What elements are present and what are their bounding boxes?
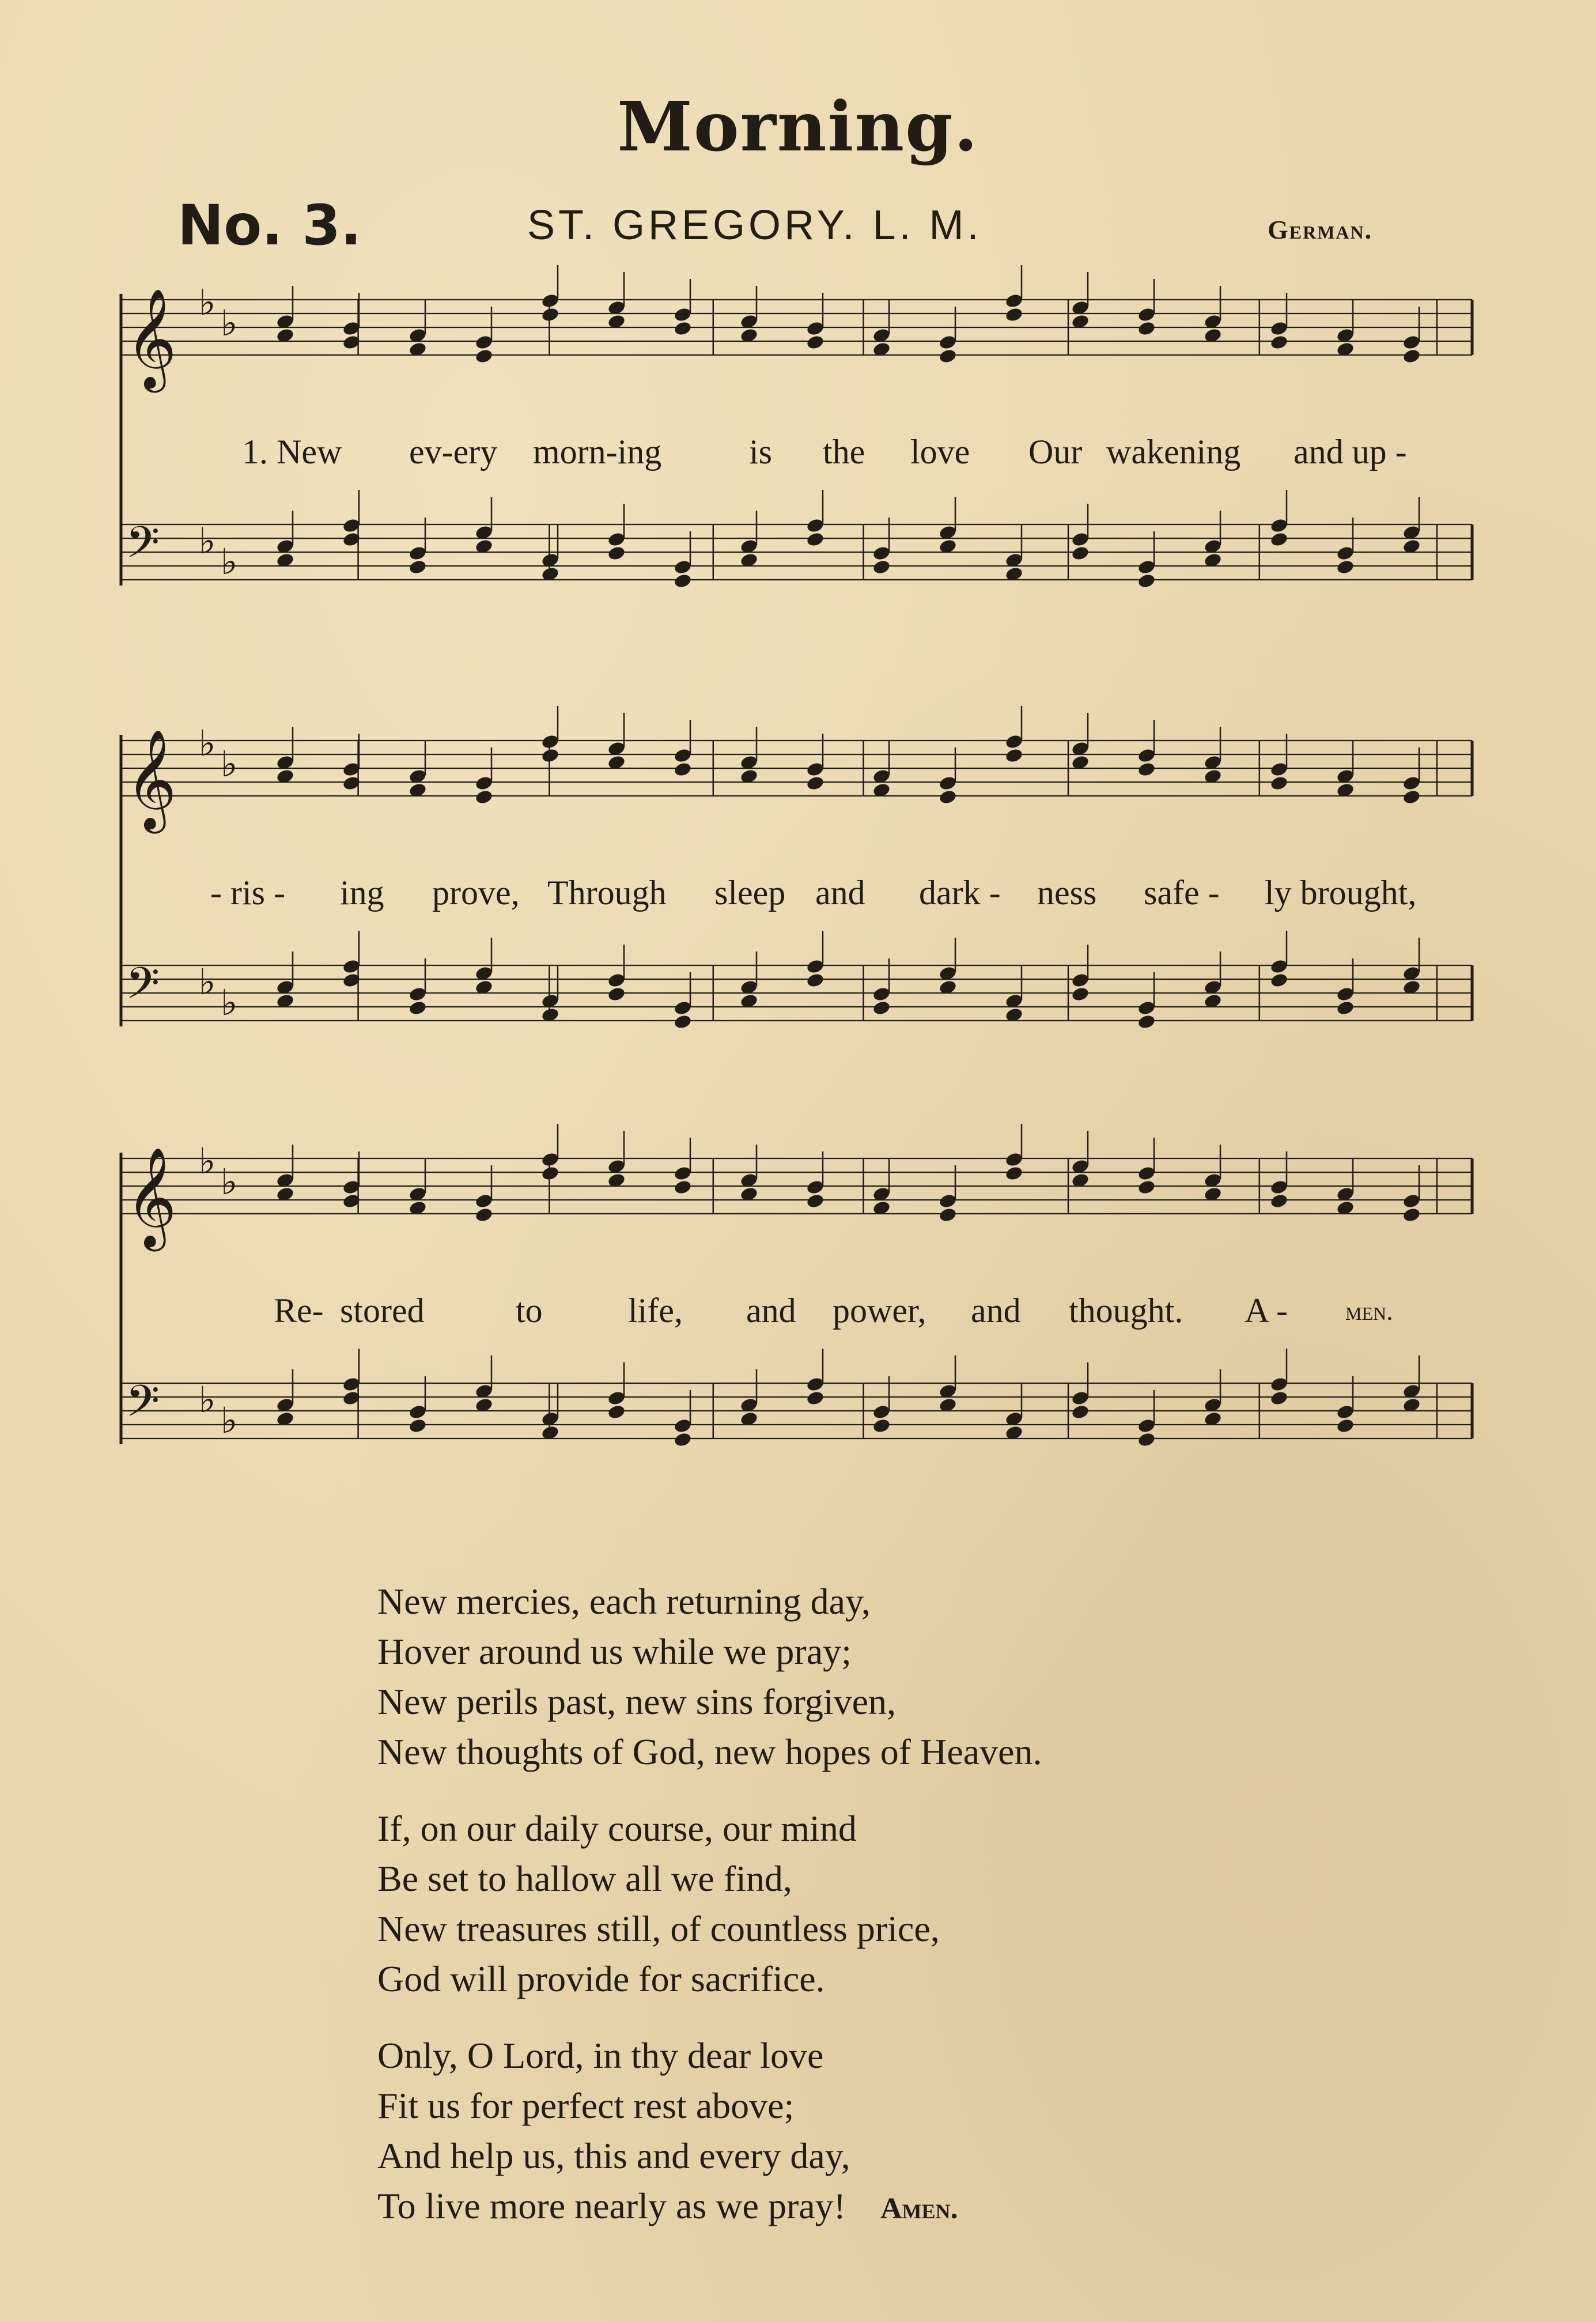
notehead-icon	[1137, 1000, 1156, 1016]
lyric-word: ing	[340, 874, 384, 912]
notehead-icon	[872, 545, 891, 561]
verse-line	[377, 2181, 1472, 2234]
lyric-word: safe -	[1144, 874, 1220, 912]
notehead-icon	[1137, 559, 1156, 575]
lyric-word: morn-ing	[533, 433, 662, 471]
notehead-icon	[540, 747, 559, 764]
lyric-word: to	[516, 1292, 543, 1330]
notehead-icon	[1071, 531, 1090, 548]
stanza-4	[377, 2030, 1472, 2234]
notehead-icon	[1269, 1193, 1288, 1209]
notehead-icon	[1269, 761, 1288, 777]
notehead-icon	[673, 1418, 692, 1434]
notehead-icon	[1137, 1179, 1156, 1195]
lyric-word: love	[910, 433, 970, 471]
notehead-icon	[408, 545, 427, 561]
flat-icon: ♭	[199, 722, 216, 764]
verse-line: Be set to hallow all we find,	[377, 1858, 792, 1899]
notehead-icon	[408, 1000, 427, 1016]
notehead-icon	[1269, 518, 1288, 534]
notehead-icon	[474, 348, 493, 364]
notehead-icon	[408, 986, 427, 1002]
notehead-icon	[1402, 1207, 1421, 1223]
flat-icon: ♭	[221, 743, 238, 785]
notehead-icon	[938, 789, 957, 805]
notehead-icon	[1004, 734, 1023, 750]
notehead-icon	[673, 1179, 692, 1195]
flat-icon: ♭	[199, 1379, 216, 1421]
hymn-number: No. 3.	[177, 193, 362, 258]
lyric-word: power,	[833, 1292, 926, 1330]
lyric-word: stored	[340, 1292, 425, 1330]
notehead-icon	[1402, 334, 1421, 350]
notehead-icon	[805, 1390, 825, 1406]
notehead-icon	[540, 734, 559, 750]
flat-icon: ♭	[221, 302, 238, 344]
notehead-icon	[805, 958, 825, 975]
music-system-3	[112, 1118, 1478, 1533]
lyric-word: ev-ery	[409, 433, 498, 471]
notehead-icon	[673, 1014, 692, 1030]
verse-line: New perils past, new sins forgiven,	[377, 1681, 896, 1722]
notehead-icon	[1137, 1432, 1156, 1448]
verse-line: New treasures still, of countless price,	[377, 1908, 940, 1949]
notehead-icon	[1269, 958, 1288, 975]
notehead-icon	[1137, 747, 1156, 764]
verse-line: New mercies, each returning day,	[377, 1581, 871, 1622]
treble-clef-icon: 𝄞	[126, 1147, 177, 1247]
lyric-word: wakening	[1106, 433, 1241, 471]
notehead-icon	[938, 348, 957, 364]
notehead-icon	[938, 1207, 957, 1223]
verses	[377, 1576, 1472, 2260]
notehead-icon	[805, 775, 825, 791]
notehead-icon	[1071, 972, 1090, 988]
lyric-word: Our	[1028, 433, 1083, 471]
lyric-word: prove,	[432, 874, 520, 912]
notehead-icon	[1269, 334, 1288, 350]
notehead-icon	[540, 293, 559, 309]
notehead-icon	[607, 1404, 626, 1420]
lyric-line-2	[112, 873, 1478, 925]
flat-icon: ♭	[221, 1399, 238, 1441]
music-system-1	[112, 259, 1478, 674]
notehead-icon	[1269, 1390, 1288, 1406]
notehead-icon	[1402, 1193, 1421, 1209]
notehead-icon	[607, 531, 626, 548]
notehead-icon	[474, 775, 493, 791]
lyric-word: life,	[628, 1292, 683, 1330]
notehead-icon	[1004, 293, 1023, 309]
notehead-icon	[408, 559, 427, 575]
notehead-icon	[1004, 307, 1023, 323]
notehead-icon	[1269, 775, 1288, 791]
notehead-icon	[1071, 1390, 1090, 1406]
lyric-line-1	[112, 432, 1478, 484]
flat-icon: ♭	[221, 1161, 238, 1203]
lyric-word: Re-	[274, 1292, 324, 1330]
tune-name: ST. GREGORY. L. M.	[527, 202, 982, 248]
lyric-word: - ris -	[210, 874, 285, 912]
notehead-icon	[1336, 986, 1355, 1002]
verse-line: And help us, this and every day,	[377, 2135, 850, 2176]
lyric-word: the	[823, 433, 865, 471]
lyric-word: 1. New	[242, 433, 342, 471]
lyric-word: men.	[1345, 1296, 1393, 1326]
notehead-icon	[408, 1418, 427, 1434]
notehead-icon	[673, 320, 692, 337]
notehead-icon	[938, 775, 957, 791]
bass-clef-icon: 𝄢	[126, 958, 160, 1020]
notehead-icon	[805, 1193, 825, 1209]
amen-label: Amen.	[880, 2192, 958, 2225]
verse-line: Hover around us while we pray;	[377, 1631, 852, 1672]
notehead-icon	[1269, 320, 1288, 337]
notehead-icon	[1137, 1014, 1156, 1030]
notehead-icon	[872, 1000, 891, 1016]
notehead-icon	[1071, 545, 1090, 561]
notehead-icon	[1336, 1000, 1355, 1016]
lyric-word: ly brought,	[1265, 874, 1417, 912]
lyric-word: A -	[1245, 1292, 1288, 1330]
notehead-icon	[1269, 972, 1288, 988]
notehead-icon	[805, 761, 825, 777]
notehead-icon	[673, 1432, 692, 1448]
notehead-icon	[474, 334, 493, 350]
notehead-icon	[1269, 531, 1288, 548]
notehead-icon	[805, 1179, 825, 1195]
page-title: Morning.	[617, 86, 979, 167]
flat-icon: ♭	[199, 520, 216, 562]
notehead-icon	[607, 545, 626, 561]
notehead-icon	[938, 1193, 957, 1209]
notehead-icon	[1402, 348, 1421, 364]
notehead-icon	[1137, 320, 1156, 337]
notehead-icon	[1004, 1151, 1023, 1168]
notehead-icon	[1137, 307, 1156, 323]
treble-clef-icon: 𝄞	[126, 288, 177, 388]
flat-icon: ♭	[221, 981, 238, 1024]
music-system-2	[112, 700, 1478, 1115]
lyric-word: sleep	[714, 874, 786, 912]
notehead-icon	[805, 518, 825, 534]
notehead-icon	[805, 320, 825, 337]
treble-clef-icon: 𝄞	[126, 729, 177, 829]
notehead-icon	[805, 1376, 825, 1392]
lyric-word: dark -	[919, 874, 1001, 912]
verse-line: Only, O Lord, in thy dear love	[377, 2035, 824, 2076]
lyric-word: and	[815, 874, 865, 912]
notehead-icon	[1071, 1404, 1090, 1420]
verse-line: If, on our daily course, our mind	[377, 1808, 857, 1849]
lyric-word: and	[746, 1292, 796, 1330]
notehead-icon	[607, 972, 626, 988]
notehead-icon	[474, 1193, 493, 1209]
notehead-icon	[1137, 761, 1156, 777]
bass-clef-icon: 𝄢	[126, 517, 160, 579]
notehead-icon	[540, 1165, 559, 1181]
notehead-icon	[673, 559, 692, 575]
notehead-icon	[540, 1151, 559, 1168]
notehead-icon	[408, 1404, 427, 1420]
notehead-icon	[1336, 1418, 1355, 1434]
notehead-icon	[474, 789, 493, 805]
notehead-icon	[673, 573, 692, 589]
lyric-line-3	[112, 1291, 1478, 1343]
lyric-word: and up -	[1294, 433, 1407, 471]
notehead-icon	[1269, 1179, 1288, 1195]
notehead-icon	[805, 531, 825, 548]
bass-clef-icon: 𝄢	[126, 1376, 160, 1437]
verse-line: God will provide for sacrifice.	[377, 1958, 825, 1999]
lyric-word: and	[971, 1292, 1021, 1330]
notehead-icon	[805, 972, 825, 988]
notehead-icon	[474, 1207, 493, 1223]
notehead-icon	[1402, 775, 1421, 791]
notehead-icon	[673, 747, 692, 764]
verse-line: Fit us for perfect rest above;	[377, 2085, 795, 2126]
notehead-icon	[938, 334, 957, 350]
notehead-icon	[540, 307, 559, 323]
notehead-icon	[673, 1165, 692, 1181]
flat-icon: ♭	[199, 1140, 216, 1182]
lyric-word: Through	[547, 874, 667, 912]
notehead-icon	[1004, 1165, 1023, 1181]
notehead-icon	[1137, 573, 1156, 589]
notehead-icon	[872, 1418, 891, 1434]
notehead-icon	[1071, 986, 1090, 1002]
notehead-icon	[872, 559, 891, 575]
notehead-icon	[1137, 1165, 1156, 1181]
flat-icon: ♭	[199, 961, 216, 1003]
notehead-icon	[1004, 747, 1023, 764]
notehead-icon	[1336, 1404, 1355, 1420]
notehead-icon	[673, 1000, 692, 1016]
notehead-icon	[1402, 789, 1421, 805]
stanza-3	[377, 1803, 1472, 2004]
lyric-word: is	[749, 433, 773, 471]
notehead-icon	[607, 1390, 626, 1406]
notehead-icon	[1137, 1418, 1156, 1434]
notehead-icon	[607, 986, 626, 1002]
composer: German.	[1268, 215, 1373, 244]
notehead-icon	[1336, 559, 1355, 575]
notehead-icon	[673, 307, 692, 323]
notehead-icon	[1269, 1376, 1288, 1392]
notehead-icon	[673, 761, 692, 777]
lyric-word: ness	[1037, 874, 1097, 912]
notehead-icon	[872, 986, 891, 1002]
flat-icon: ♭	[199, 281, 216, 323]
notehead-icon	[805, 334, 825, 350]
lyric-word: thought.	[1069, 1292, 1183, 1330]
verse-text: To live more nearly as we pray!	[377, 2185, 846, 2226]
verse-line: New thoughts of God, new hopes of Heaven.	[377, 1731, 1042, 1772]
notehead-icon	[1336, 545, 1355, 561]
notehead-icon	[872, 1404, 891, 1420]
stanza-2	[377, 1576, 1472, 1777]
flat-icon: ♭	[221, 541, 238, 583]
